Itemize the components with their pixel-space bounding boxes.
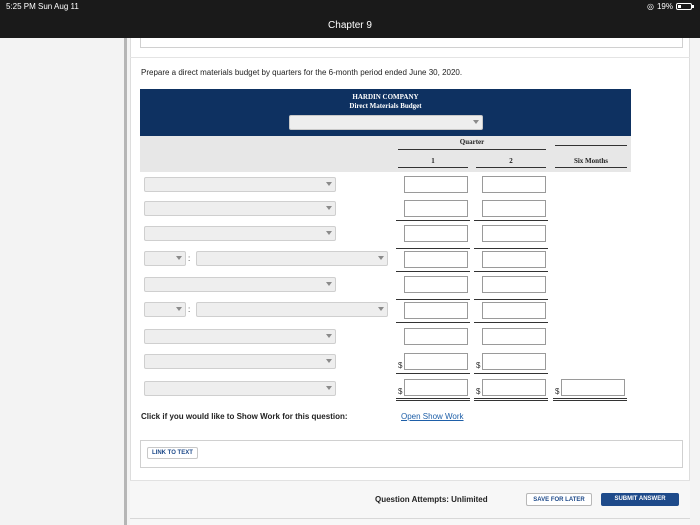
previous-part-box: [140, 38, 683, 48]
chevron-down-icon: [378, 307, 384, 311]
link-to-text-button[interactable]: LINK TO TEXT: [147, 447, 198, 459]
status-time: 5:25 PM Sun Aug 11: [6, 2, 79, 11]
chevron-down-icon: [176, 256, 182, 260]
row-4-q1-input[interactable]: [404, 251, 468, 268]
row-8-q2-input[interactable]: [482, 353, 546, 370]
row-4-multiplier-select[interactable]: [144, 251, 186, 266]
chevron-down-icon: [326, 282, 332, 286]
row-9-q2-input[interactable]: [482, 379, 546, 396]
column-3-underline: [555, 167, 627, 168]
column-2-underline: [476, 167, 546, 168]
row-6-q1-underline: [396, 322, 470, 323]
left-divider: [124, 38, 127, 525]
row-8-q1-dollar: $: [398, 361, 403, 370]
row-4-label-select[interactable]: [196, 251, 388, 266]
row-3-q2-input[interactable]: [482, 225, 546, 242]
chevron-down-icon: [326, 334, 332, 338]
window-title: Chapter 9: [0, 14, 700, 38]
row-4-q1-overline: [396, 248, 470, 249]
chevron-down-icon: [326, 182, 332, 186]
column-1-underline: [398, 167, 468, 168]
row-1-q1-input[interactable]: [404, 176, 468, 193]
chevron-down-icon: [326, 386, 332, 390]
row-8-q2-dollar: $: [476, 361, 481, 370]
show-work-prompt: Click if you would like to Show Work for this question:: [141, 412, 348, 421]
row-5-q2-input[interactable]: [482, 276, 546, 293]
row-4-q2-overline: [474, 248, 548, 249]
row-9-q2-double-underline: [474, 398, 548, 401]
footer-bottom-rule: [130, 518, 690, 519]
row-9-q1-double-underline: [396, 398, 470, 401]
row-8-q1-input[interactable]: [404, 353, 468, 370]
chevron-down-icon: [176, 307, 182, 311]
chevron-down-icon: [326, 206, 332, 210]
battery-percent: 19%: [656, 2, 673, 11]
row-8-q1-underline: [396, 373, 470, 374]
row-6-colon: :: [188, 305, 191, 314]
question-prompt: Prepare a direct materials budget by quarters for the 6-month period ended June 30, 2020.: [141, 68, 463, 77]
row-9-six-months-dollar: $: [555, 387, 560, 396]
column-six-months: Six Months: [573, 157, 609, 165]
column-quarter-2: 2: [509, 157, 513, 165]
submit-answer-button[interactable]: SUBMIT ANSWER: [601, 493, 679, 506]
row-1-label-select[interactable]: [144, 177, 336, 192]
row-3-label-select[interactable]: [144, 226, 336, 241]
row-2-label-select[interactable]: [144, 201, 336, 216]
row-6-q2-overline: [474, 299, 548, 300]
row-9-label-select[interactable]: [144, 381, 336, 396]
row-5-q1-input[interactable]: [404, 276, 468, 293]
question-attempts: Question Attempts: Unlimited: [375, 495, 488, 504]
row-5-label-select[interactable]: [144, 277, 336, 292]
row-2-q2-underline: [474, 220, 548, 221]
row-4-q2-underline: [474, 271, 548, 272]
panel-divider: [130, 57, 690, 58]
status-right: [647, 2, 692, 11]
row-8-label-select[interactable]: [144, 354, 336, 369]
chevron-down-icon: [326, 231, 332, 235]
row-9-six-months-input[interactable]: [561, 379, 625, 396]
link-to-text-box: [140, 440, 683, 468]
chevron-down-icon: [378, 256, 384, 260]
open-show-work-link[interactable]: Open Show Work: [401, 412, 464, 421]
row-8-q2-underline: [474, 373, 548, 374]
quarter-label: Quarter: [459, 138, 485, 146]
quarter-underline: [398, 149, 546, 150]
row-6-label-select[interactable]: [196, 302, 388, 317]
row-9-q1-input[interactable]: [404, 379, 468, 396]
column-quarter-1: 1: [431, 157, 435, 165]
row-4-q1-underline: [396, 271, 470, 272]
row-6-multiplier-select[interactable]: [144, 302, 186, 317]
company-name: HARDIN COMPANY: [352, 93, 419, 101]
row-4-colon: :: [188, 254, 191, 263]
row-9-six-months-double-underline: [553, 398, 627, 401]
row-6-q1-overline: [396, 299, 470, 300]
battery-icon: [676, 3, 692, 10]
row-9-q1-dollar: $: [398, 387, 403, 396]
six-months-overline: [555, 145, 627, 146]
row-6-q2-input[interactable]: [482, 302, 546, 319]
row-2-q1-input[interactable]: [404, 200, 468, 217]
save-for-later-button[interactable]: SAVE FOR LATER: [526, 493, 592, 506]
status-bar: [0, 0, 700, 14]
chevron-down-icon: [326, 359, 332, 363]
row-1-q2-input[interactable]: [482, 176, 546, 193]
budget-title: Direct Materials Budget: [349, 102, 422, 110]
row-9-q2-dollar: $: [476, 387, 481, 396]
budget-header: [140, 89, 631, 136]
period-select[interactable]: [289, 115, 483, 130]
row-4-q2-input[interactable]: [482, 251, 546, 268]
row-6-q1-input[interactable]: [404, 302, 468, 319]
orientation-lock-icon: ◎: [647, 2, 654, 11]
row-7-label-select[interactable]: [144, 329, 336, 344]
row-2-q1-underline: [396, 220, 470, 221]
chevron-down-icon: [473, 120, 479, 124]
row-3-q1-input[interactable]: [404, 225, 468, 242]
row-6-q2-underline: [474, 322, 548, 323]
row-7-q1-input[interactable]: [404, 328, 468, 345]
row-7-q2-input[interactable]: [482, 328, 546, 345]
row-2-q2-input[interactable]: [482, 200, 546, 217]
